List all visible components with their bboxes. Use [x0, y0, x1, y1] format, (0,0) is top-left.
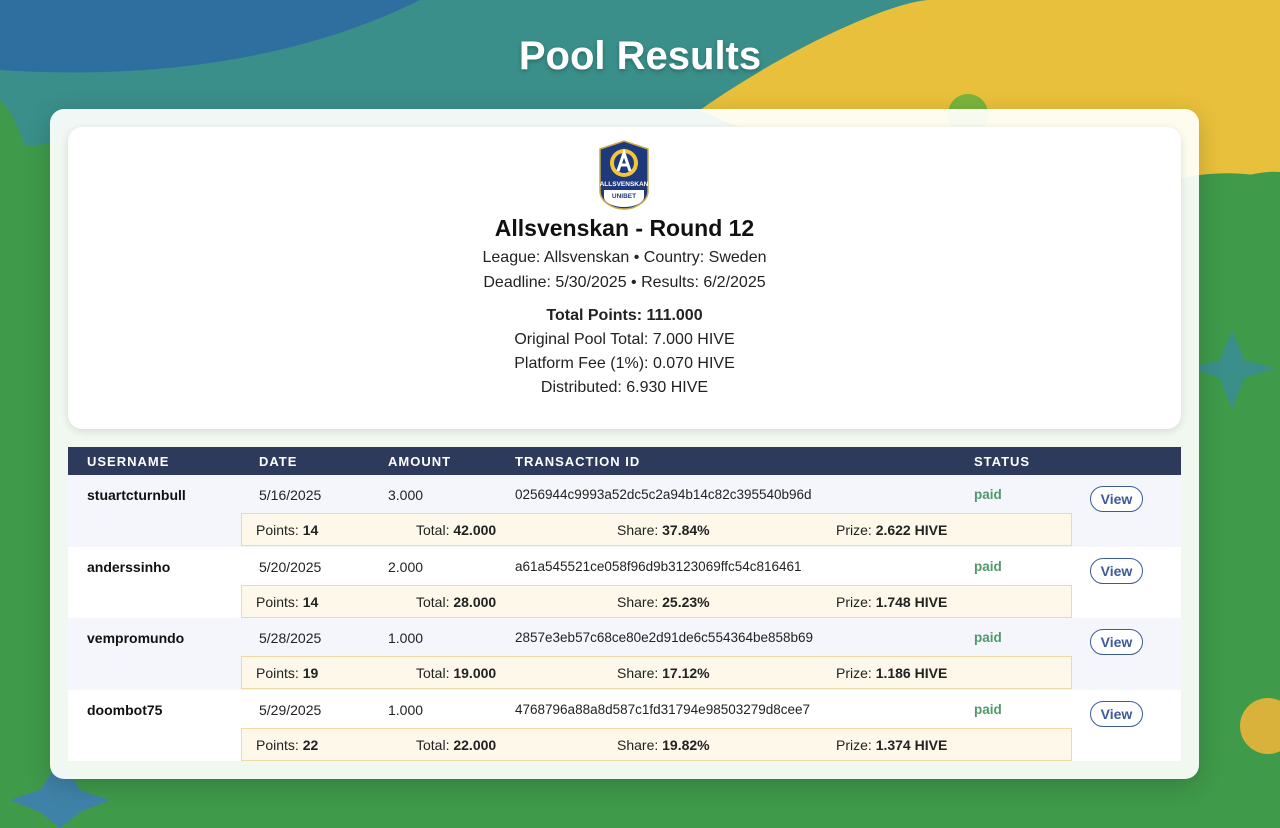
prize-detail: Prize: 1.374 HIVE [836, 736, 948, 753]
results-card [50, 109, 1199, 779]
username: doombot75 [87, 701, 163, 718]
pool-summary [68, 127, 1181, 429]
header-status: STATUS [974, 454, 1031, 469]
platform-fee: Platform Fee (1%): 0.070 HIVE [514, 355, 735, 372]
table-header [68, 447, 1181, 475]
league-line: League: Allsvenskan • Country: Sweden [482, 249, 767, 266]
date: 5/16/2025 [259, 487, 322, 503]
share-detail: Share: 25.23% [617, 593, 710, 610]
header-date: DATE [259, 454, 298, 469]
points-detail: Points: 22 [256, 736, 319, 753]
deadline-line: Deadline: 5/30/2025 • Results: 6/2/2025 [483, 274, 766, 291]
prize-detail: Prize: 1.186 HIVE [836, 665, 948, 681]
status-badge: paid [974, 630, 1002, 645]
transaction-id: 2857e3eb57c68ce80e2d91de6c554364be858b69 [515, 630, 814, 645]
share-detail: Share: 17.12% [617, 665, 710, 681]
results-table [68, 447, 1181, 761]
prize-detail: Prize: 2.622 HIVE [836, 522, 948, 538]
date: 5/28/2025 [259, 630, 322, 646]
header-username: USERNAME [87, 454, 170, 469]
header-transaction-id: TRANSACTION ID [515, 454, 641, 469]
share-detail: Share: 19.82% [617, 736, 710, 753]
total-detail: Total: 42.000 [416, 522, 497, 538]
table-row [68, 475, 1181, 547]
username: anderssinho [87, 558, 171, 575]
table-row [68, 690, 1181, 762]
transaction-id: 4768796a88a8d587c1fd31794e98503279d8cee7 [515, 701, 811, 717]
points-detail: Points: 19 [256, 665, 319, 681]
status-badge: paid [974, 558, 1002, 574]
total-detail: Total: 19.000 [416, 665, 497, 681]
table-row [68, 618, 1181, 690]
view-button[interactable]: View [1090, 558, 1143, 584]
status-badge: paid [974, 701, 1002, 717]
username: vempromundo [87, 630, 185, 646]
transaction-id: 0256944c9993a52dc5c2a94b14c82c395540b96d [515, 487, 812, 502]
points-detail: Points: 14 [256, 593, 319, 610]
points-detail: Points: 14 [256, 522, 319, 538]
share-detail: Share: 37.84% [617, 522, 710, 538]
logo-text: ALLSVENSKAN [599, 181, 649, 188]
total-points: Total Points: 111.000 [546, 307, 703, 324]
header-amount: AMOUNT [388, 454, 452, 469]
row-detail [241, 585, 1072, 618]
date: 5/29/2025 [259, 701, 322, 718]
allsvenskan-logo-icon [596, 139, 652, 211]
view-button[interactable]: View [1090, 701, 1143, 727]
transaction-id: a61a545521ce058f96d9b3123069ffc54c816461 [515, 558, 802, 574]
amount: 1.000 [388, 701, 424, 718]
amount: 2.000 [388, 558, 424, 575]
view-button[interactable]: View [1090, 629, 1143, 655]
pool-title: Allsvenskan - Round 12 [494, 215, 755, 241]
table-row [68, 547, 1181, 619]
total-detail: Total: 28.000 [416, 593, 497, 610]
total-detail: Total: 22.000 [416, 736, 497, 753]
original-pool-total: Original Pool Total: 7.000 HIVE [514, 331, 735, 348]
row-detail [241, 728, 1072, 761]
row-detail [241, 513, 1072, 546]
row-detail [241, 656, 1072, 689]
date: 5/20/2025 [259, 558, 322, 575]
logo-subtext: UNIBET [611, 193, 637, 200]
view-button[interactable]: View [1090, 486, 1143, 512]
status-badge: paid [974, 487, 1002, 502]
amount: 3.000 [388, 487, 424, 503]
username: stuartcturnbull [87, 487, 186, 503]
page-title: Pool Results [518, 34, 762, 78]
prize-detail: Prize: 1.748 HIVE [836, 593, 948, 610]
amount: 1.000 [388, 630, 424, 646]
distributed-total: Distributed: 6.930 HIVE [540, 379, 709, 396]
